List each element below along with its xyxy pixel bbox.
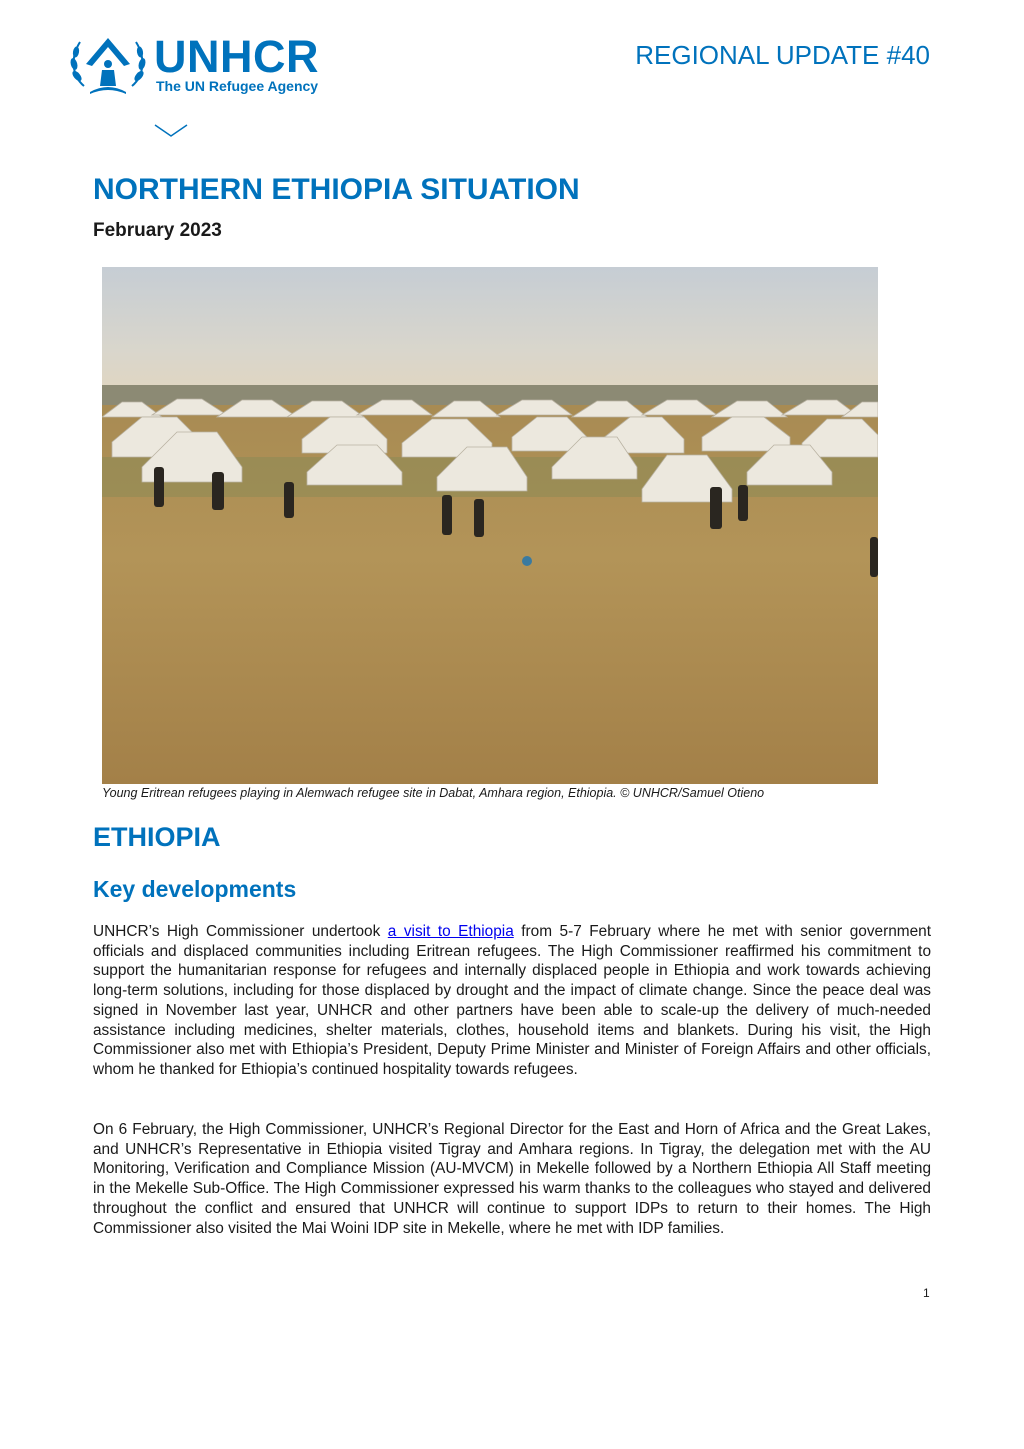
subsection-heading: Key developments — [93, 876, 297, 902]
page-number: 1 — [923, 1286, 930, 1300]
report-date: February 2023 — [93, 220, 222, 241]
laurel-emblem-icon — [68, 34, 148, 96]
regional-update-label: REGIONAL UPDATE #40 — [635, 40, 930, 70]
paragraph-1 — [93, 922, 931, 1080]
logo-subtitle: The UN Refugee Agency — [156, 78, 319, 94]
paragraph-2: On 6 February, the High Commissioner, UNHCR’s Regional Director for the East and Horn of Africa and the Great Lakes, and UNHCR’s Representative in Ethiopia visited Tigray and Amhara regions. In Tigray, the delegation met with the AU Monitoring, Verification and Compliance Mission (AU-MVCM) in Mekelle followed by a Northern Ethiopia All Staff meeting in the Mekelle Sub-Office. The High Commissioner expressed his warm thanks to the colleagues who stayed and delivered throughout the conflict and ensured that UNHCR will continue to support IDPs to return to their homes. The High Commissioner also visited the Mai Woini IDP site in Mekelle, where he met with IDP families. — [93, 1121, 931, 1237]
unhcr-logo — [68, 31, 348, 96]
paragraph-1-body: from 5-7 February where he met with senior government officials and displaced communities including Eritrean refugees. The High Commissioner reaffirmed his commitment to support the humanitarian response for refugees and internally displaced people in Ethiopia and work towards achieving long-term solutions, including for those displaced by drought and the impact of climate change. Since the peace deal was signed in November last year, UNHCR and other partners have been able to scale-up the delivery of much-needed assistance including medicines, shelter materials, clothes, household items and blankets. During his visit, the High Commissioner also met with Ethiopia’s President, Deputy Prime Minister and Minister of Foreign Affairs and other officials, whom he thanked for Ethiopia’s continued hospitality towards refugees. — [93, 923, 931, 1078]
photo-caption: Young Eritrean refugees playing in Alemwach refugee site in Dabat, Amhara region, Ethiopia. © UNHCR/Samuel Otieno — [102, 786, 765, 800]
section-heading: ETHIOPIA — [93, 822, 221, 852]
chevron-down-icon — [154, 124, 188, 138]
logo-wordmark: UNHCR — [154, 31, 319, 82]
page-title: NORTHERN ETHIOPIA SITUATION — [93, 173, 580, 206]
refugee-camp-photo — [102, 267, 878, 784]
paragraph-1-intro: UNHCR’s High Commissioner undertook — [93, 923, 388, 940]
visit-to-ethiopia-link[interactable]: a visit to Ethiopia — [387, 923, 514, 940]
